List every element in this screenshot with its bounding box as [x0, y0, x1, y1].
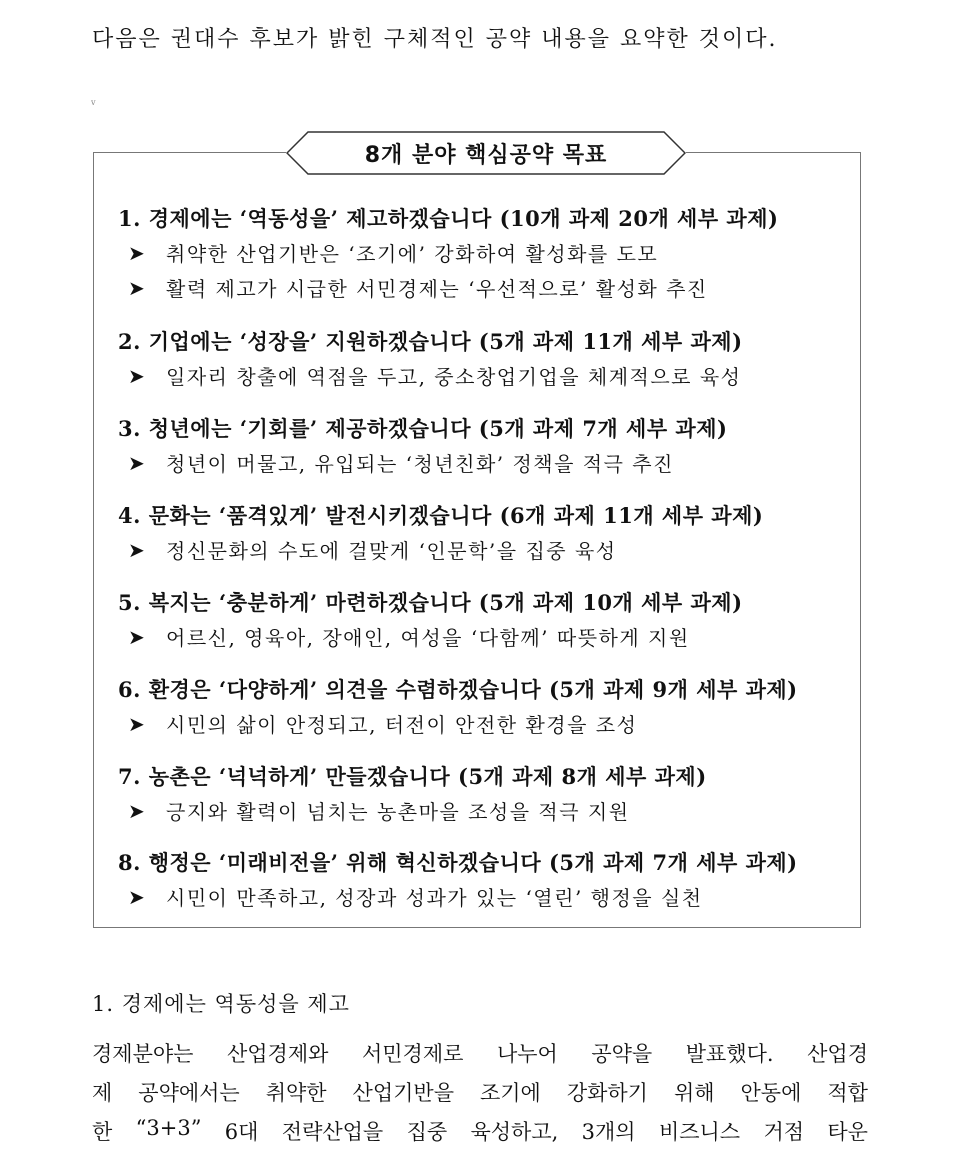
goal-bullet: [128, 361, 742, 390]
right-arrowhead-icon: ➤: [128, 798, 147, 823]
goal-heading: 4. 문화는 ‘품격있게’ 발전시키겠습니다 (6개 과제 11개 세부 과제): [118, 503, 764, 528]
paragraph-word: 나누어: [496, 1042, 558, 1066]
paragraph-word: 산업경: [807, 1042, 868, 1066]
goal-bullet-text: 어르신, 영육아, 장애인, 여성을 ‘다함께’ 따뜻하게 지원: [166, 626, 690, 650]
goal-bullet-text: 취약한 산업기반은 ‘조기에’ 강화하여 활성화를 도모: [166, 242, 659, 266]
right-arrowhead-icon: ➤: [128, 363, 147, 388]
goal-heading: 2. 기업에는 ‘성장을’ 지원하겠습니다 (5개 과제 11개 세부 과제): [118, 329, 743, 354]
right-arrowhead-icon: ➤: [128, 711, 147, 736]
section-title: 1. 경제에는 역동성을 제고: [92, 992, 350, 1016]
right-arrowhead-icon: ➤: [128, 275, 147, 300]
paragraph-word: 제: [92, 1081, 113, 1105]
goal-bullet-text: 일자리 창출에 역점을 두고, 중소창업기업을 체계적으로 육성: [166, 365, 742, 389]
paragraph-line: [92, 1077, 868, 1107]
paragraph-word: 서민경제로: [361, 1042, 464, 1066]
paragraph-line: [92, 1116, 868, 1146]
paragraph-word: 6대: [224, 1120, 259, 1144]
goal-heading: 5. 복지는 ‘충분하게’ 마련하겠습니다 (5개 과제 10개 세부 과제): [118, 590, 743, 615]
goal-bullet-text: 시민의 삶이 안정되고, 터전이 안전한 환경을 조성: [166, 713, 638, 737]
pledge-box-title: 8개 분야 핵심공약 목표: [364, 142, 608, 168]
paragraph-word: “3+3”: [135, 1116, 202, 1140]
paragraph-word: 경제분야는: [92, 1042, 194, 1066]
paragraph-word: 산업기반을: [352, 1081, 454, 1105]
tick-mark: v: [91, 98, 96, 107]
right-arrowhead-icon: ➤: [128, 884, 147, 909]
paragraph-word: 전략산업을: [281, 1120, 384, 1144]
goal-bullet-text: 긍지와 활력이 넘치는 농촌마을 조성을 적극 지원: [166, 800, 630, 824]
goal-bullet-text: 정신문화의 수도에 걸맞게 ‘인문학’을 집중 육성: [166, 539, 617, 563]
goal-bullet: [128, 238, 658, 267]
paragraph-line: [92, 1038, 868, 1068]
goal-heading: 6. 환경은 ‘다양하게’ 의견을 수렴하겠습니다 (5개 과제 9개 세부 과제): [118, 677, 798, 702]
right-arrowhead-icon: ➤: [128, 450, 147, 475]
goal-bullet-text: 활력 제고가 시급한 서민경제는 ‘우선적으로’ 활성화 추진: [166, 277, 708, 301]
intro-line: 다음은 권대수 후보가 밝힌 구체적인 공약 내용을 요약한 것이다.: [92, 27, 778, 52]
paragraph-word: 산업경제와: [226, 1042, 329, 1066]
paragraph-word: 적합: [827, 1081, 868, 1105]
paragraph-word: 비즈니스: [658, 1120, 741, 1144]
goal-bullet: [128, 882, 703, 911]
goal-heading: 8. 행정은 ‘미래비전을’ 위해 혁신하겠습니다 (5개 과제 7개 세부 과제): [118, 850, 798, 875]
paragraph-word: 거점: [763, 1120, 805, 1144]
goal-bullet-text: 청년이 머물고, 유입되는 ‘청년친화’ 정책을 적극 추진: [166, 452, 674, 476]
goal-bullet: [128, 796, 630, 825]
right-arrowhead-icon: ➤: [128, 624, 147, 649]
goal-bullet: [128, 535, 617, 564]
paragraph-word: 한: [92, 1120, 113, 1144]
paragraph-word: 강화하기: [566, 1081, 648, 1105]
paragraph-word: 공약에서는: [138, 1081, 240, 1105]
paragraph-word: 3개의: [581, 1120, 636, 1144]
pledge-box-title-banner: [286, 131, 686, 175]
paragraph-word: 육성하고,: [470, 1120, 559, 1144]
goal-bullet: [128, 709, 637, 738]
paragraph-word: 집중: [406, 1120, 448, 1144]
paragraph-word: 조기에: [479, 1081, 541, 1105]
goal-heading: 1. 경제에는 ‘역동성을’ 제고하겠습니다 (10개 과제 20개 세부 과제): [118, 206, 779, 231]
right-arrowhead-icon: ➤: [128, 240, 147, 265]
goal-bullet: [128, 273, 708, 302]
paragraph-word: 타운: [827, 1120, 868, 1144]
goal-bullet: [128, 622, 690, 651]
goal-heading: 7. 농촌은 ‘넉넉하게’ 만들겠습니다 (5개 과제 8개 세부 과제): [118, 764, 707, 789]
paragraph-word: 공약을: [591, 1042, 653, 1066]
goal-heading: 3. 청년에는 ‘기회를’ 제공하겠습니다 (5개 과제 7개 세부 과제): [118, 416, 728, 441]
right-arrowhead-icon: ➤: [128, 537, 147, 562]
paragraph-word: 취약한: [265, 1081, 327, 1105]
paragraph-word: 안동에: [740, 1081, 802, 1105]
paragraph-word: 발표했다.: [685, 1042, 774, 1066]
goal-bullet: [128, 448, 674, 477]
goal-bullet-text: 시민이 만족하고, 성장과 성과가 있는 ‘열린’ 행정을 실천: [166, 886, 703, 910]
paragraph-word: 위해: [673, 1081, 715, 1105]
